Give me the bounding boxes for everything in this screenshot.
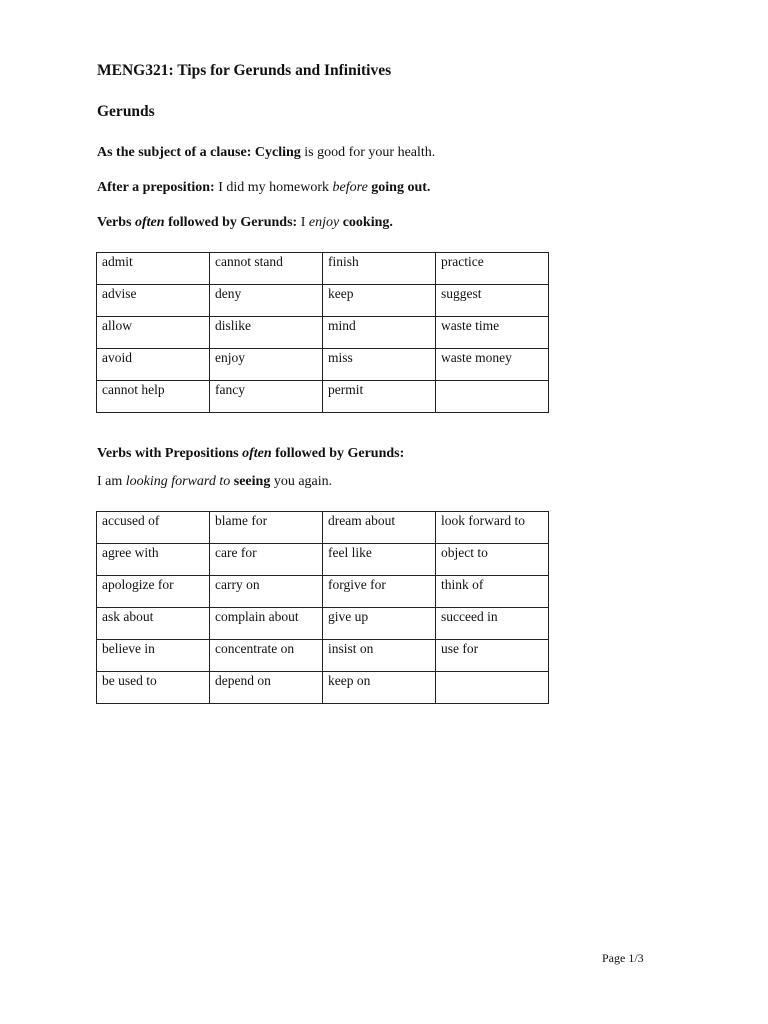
table-cell: blame for xyxy=(210,512,323,544)
table-cell: admit xyxy=(97,253,210,285)
table-cell: keep on xyxy=(323,672,436,704)
example-text: is good for your health. xyxy=(300,145,436,160)
document-title: MENG321: Tips for Gerunds and Infinitives xyxy=(97,62,392,79)
table-cell: allow xyxy=(97,317,210,349)
rule-label: Verbs xyxy=(97,215,135,230)
table-cell: enjoy xyxy=(210,349,323,381)
table-cell: carry on xyxy=(210,576,323,608)
example-text: you again. xyxy=(270,474,333,489)
table-cell: insist on xyxy=(323,640,436,672)
table-cell: succeed in xyxy=(436,608,549,640)
table-row xyxy=(97,512,549,544)
rule-label: After a preposition: xyxy=(97,180,215,195)
table-cell: waste time xyxy=(436,317,549,349)
table-cell: keep xyxy=(323,285,436,317)
table-cell xyxy=(436,381,549,413)
table-cell: think of xyxy=(436,576,549,608)
table-cell: suggest xyxy=(436,285,549,317)
rule-label: As the subject of a clause: xyxy=(97,145,252,160)
example-looking-forward xyxy=(97,474,332,490)
verbs-gerunds-table xyxy=(96,252,549,413)
rule-verbs-followed-by-gerunds xyxy=(97,215,393,231)
table-row xyxy=(97,285,549,317)
example-gerund: Cycling xyxy=(254,145,301,160)
example-gerund: cooking. xyxy=(342,215,393,230)
table-cell: depend on xyxy=(210,672,323,704)
example-gerund: going out. xyxy=(371,180,431,195)
rule-label-emphasis: often xyxy=(135,215,165,230)
table-cell: practice xyxy=(436,253,549,285)
rule-label-emphasis: often xyxy=(242,446,272,461)
table-cell: dream about xyxy=(323,512,436,544)
table-cell: look forward to xyxy=(436,512,549,544)
table-cell: dislike xyxy=(210,317,323,349)
table-cell: fancy xyxy=(210,381,323,413)
table-cell xyxy=(436,672,549,704)
example-verb: enjoy xyxy=(308,215,340,230)
table-cell: waste money xyxy=(436,349,549,381)
table-cell: advise xyxy=(97,285,210,317)
table-cell: cannot stand xyxy=(210,253,323,285)
example-verb-phrase: looking forward to xyxy=(125,474,231,489)
table-cell: feel like xyxy=(323,544,436,576)
example-preposition: before xyxy=(332,180,368,195)
table-cell: concentrate on xyxy=(210,640,323,672)
rule-subject-of-clause xyxy=(97,145,435,161)
table-cell: complain about xyxy=(210,608,323,640)
rule-label: followed by Gerunds: xyxy=(271,446,405,461)
example-text: I did my homework xyxy=(214,180,333,195)
page-number: Page 1/3 xyxy=(602,951,644,965)
table-row xyxy=(97,672,549,704)
table-cell: apologize for xyxy=(97,576,210,608)
table-cell: miss xyxy=(323,349,436,381)
table-cell: cannot help xyxy=(97,381,210,413)
table-cell: ask about xyxy=(97,608,210,640)
table-row xyxy=(97,544,549,576)
table-row xyxy=(97,608,549,640)
table-row xyxy=(97,640,549,672)
table-cell: accused of xyxy=(97,512,210,544)
table-row xyxy=(97,576,549,608)
example-gerund: seeing xyxy=(233,474,271,489)
rule-label: Verbs with Prepositions xyxy=(97,446,243,461)
table-cell: agree with xyxy=(97,544,210,576)
table-cell: permit xyxy=(323,381,436,413)
table-cell: give up xyxy=(323,608,436,640)
example-text: I xyxy=(297,215,309,230)
table-cell: believe in xyxy=(97,640,210,672)
table-cell: object to xyxy=(436,544,549,576)
table-row xyxy=(97,317,549,349)
table-cell: be used to xyxy=(97,672,210,704)
table-cell: deny xyxy=(210,285,323,317)
rule-verbs-with-prepositions xyxy=(97,446,404,462)
table-cell: forgive for xyxy=(323,576,436,608)
table-cell: care for xyxy=(210,544,323,576)
rule-after-preposition xyxy=(97,180,430,196)
section-heading-gerunds: Gerunds xyxy=(97,103,155,120)
table-cell: mind xyxy=(323,317,436,349)
table-row xyxy=(97,349,549,381)
table-row xyxy=(97,253,549,285)
rule-label: followed by Gerunds: xyxy=(164,215,298,230)
table-cell: use for xyxy=(436,640,549,672)
example-text: I am xyxy=(97,474,126,489)
table-row xyxy=(97,381,549,413)
table-cell: finish xyxy=(323,253,436,285)
verbs-prepositions-table xyxy=(96,511,549,704)
table-cell: avoid xyxy=(97,349,210,381)
